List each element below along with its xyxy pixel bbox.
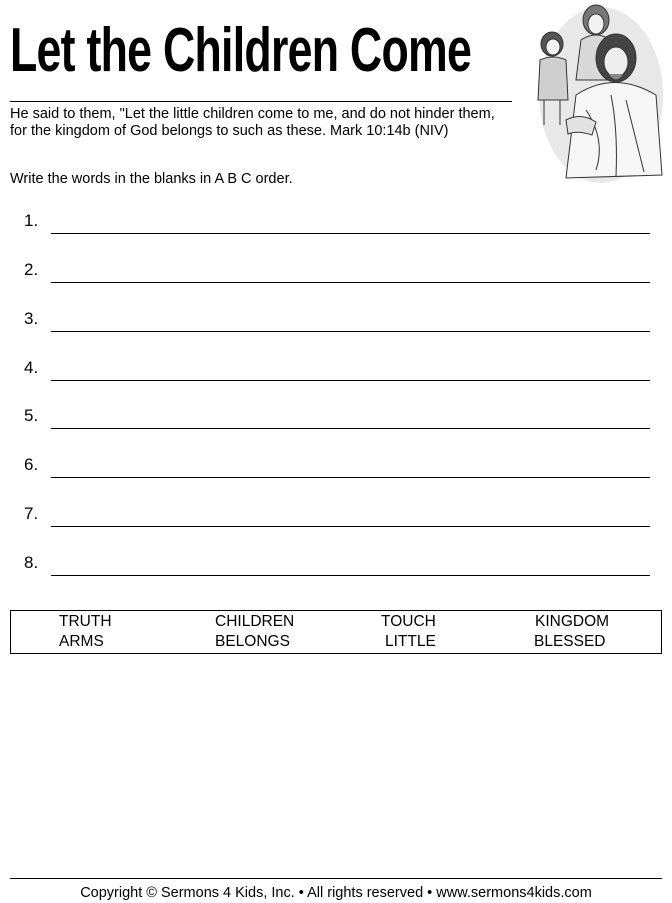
blank-number: 6. (24, 455, 39, 474)
instructions-text: Write the words in the blanks in A B C order. (10, 171, 293, 187)
answer-line[interactable] (51, 282, 650, 283)
blank-row (0, 503, 672, 533)
blank-row (0, 357, 672, 387)
word-bank-item: BLESSED (534, 633, 606, 650)
word-bank-item: CHILDREN (215, 613, 295, 630)
blank-row (0, 552, 672, 582)
blank-row (0, 405, 672, 435)
blank-number: 1. (24, 211, 39, 230)
answer-line[interactable] (51, 526, 650, 527)
footer-divider (10, 878, 662, 879)
answer-line[interactable] (51, 428, 650, 429)
blank-row (0, 210, 672, 240)
page-title: Let the Children Come (10, 16, 472, 85)
blank-number: 7. (24, 504, 39, 523)
word-bank-item: BELONGS (215, 633, 290, 650)
copyright-footer: Copyright © Sermons 4 Kids, Inc. • All rights reserved • www.sermons4kids.com (80, 885, 592, 901)
word-bank-item: TRUTH (59, 613, 112, 630)
blank-number: 4. (24, 358, 39, 377)
blank-row (0, 259, 672, 289)
blank-row (0, 454, 672, 484)
word-bank-item: KINGDOM (535, 613, 610, 630)
blank-number: 3. (24, 309, 39, 328)
answer-line[interactable] (51, 575, 650, 576)
answer-line[interactable] (51, 380, 650, 381)
blank-number: 2. (24, 260, 39, 279)
blank-row (0, 308, 672, 338)
answer-line[interactable] (51, 233, 650, 234)
answer-line[interactable] (51, 331, 650, 332)
bible-verse: He said to them, "Let the little children come to me, and do not hinder them, for the kingdom of God belongs to such as these. Mark 10:14b (NIV) (10, 106, 495, 139)
word-bank (10, 610, 662, 654)
blank-number: 5. (24, 406, 39, 425)
word-bank-item: LITTLE (385, 633, 436, 650)
word-bank-item: ARMS (59, 633, 104, 650)
blank-number: 8. (24, 553, 39, 572)
word-bank-item: TOUCH (381, 613, 436, 630)
answer-line[interactable] (51, 477, 650, 478)
